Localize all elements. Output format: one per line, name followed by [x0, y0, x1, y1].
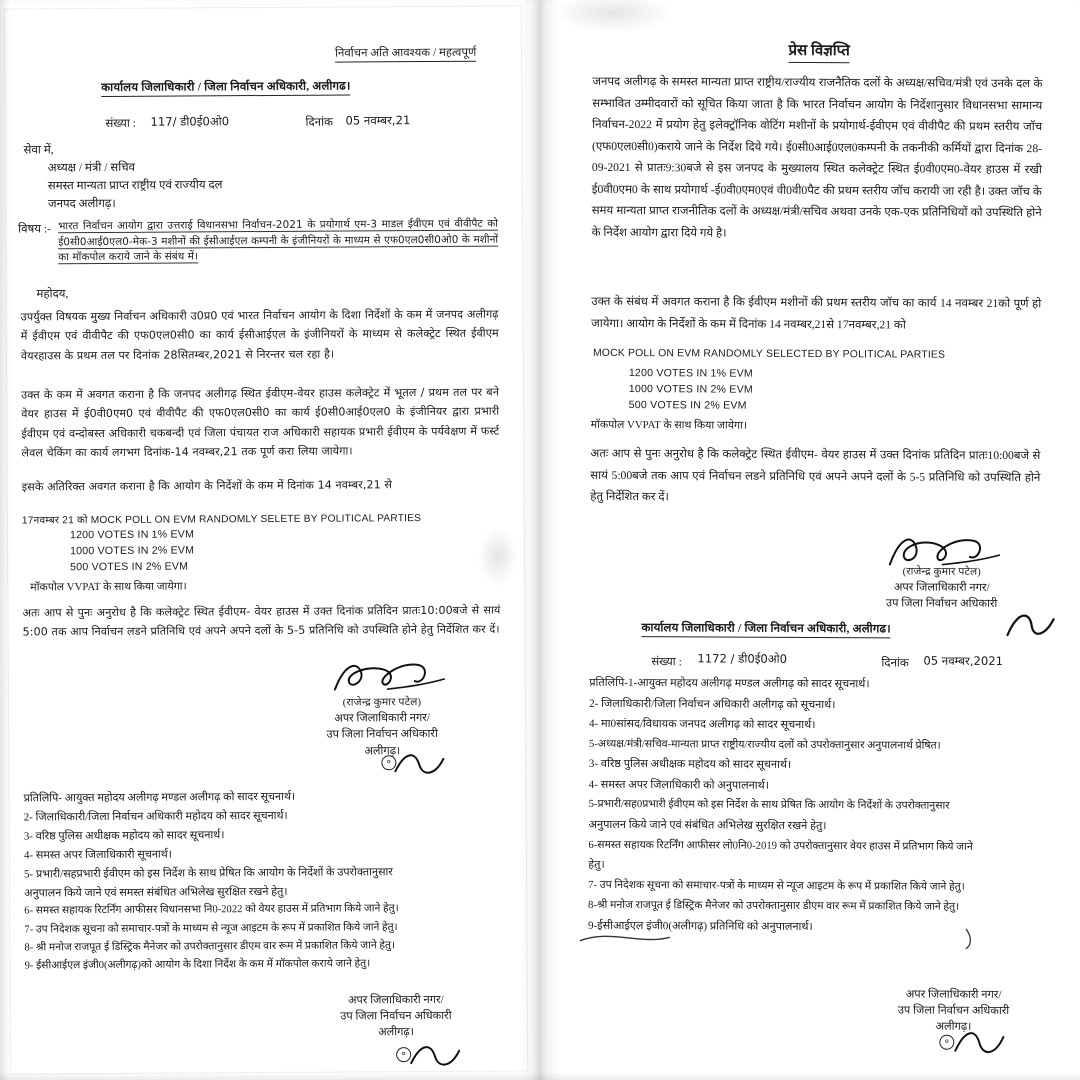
left-top-note: निर्वाचन अति आवश्यक / महत्वपूर्ण [335, 45, 476, 63]
left-addressee-1: अध्यक्ष / मंत्री / सचिव [47, 160, 136, 175]
left-number-value: 117/ डी0ई0ओ0 [150, 114, 230, 129]
left-copy-heading: प्रतिलिपि- आयुक्त महोदय अलीगढ़ मण्डल अलीगढ़ को सादर सूचनार्थ। [23, 790, 296, 805]
left-signature-line-1: अपर जिलाधिकारी नगर/ [334, 712, 430, 725]
right-footer-sign-line-1: अपर जिलाधिकारी नगर/ [905, 988, 1002, 1002]
right-mock-row-3: 500 VOTES IN 2% EVM [628, 399, 747, 412]
scan-smudge-left [478, 526, 518, 586]
right-paragraph-2: उक्त के संबंध में अवगत कराना है कि ईवीएम मशीनों की प्रथम स्तरीय जॉच का कार्य 14 नवम्बर 21को पूर्ण हो जायेगा। आयोग के निर्देशों के कम में दिनांक 14 नवम्बर,21से 17नवम्बर,21 को [591, 294, 1042, 332]
right-copy-item-3: 3- वरिष्ठ पुलिस अधीक्षक महोदय को सादर सूचनार्थ। [588, 758, 792, 772]
left-addressee-2: समस्त मान्यता प्राप्त राष्ट्रीय एवं राज्यीय दल [47, 178, 223, 193]
right-footer-sign-line-2: उप जिला निर्वाचन अधिकारी [897, 1004, 1010, 1018]
left-paragraph-4: अतः आप से पुनः अनुरोध है कि कलेक्ट्रेट स्थित ईवीएम- वेयर हाउस में उक्त दिनांक प्रतिदिन प्रातः10:00बजे से सायं 5:00 तक आप निर्वाचन लडने प्रतिनिधि एवं अपने अपने दलों के 5-5 प्रतिनिधि को उपस्थिति होने हेतु निर्देशित कर दें। [22, 603, 501, 639]
right-footer-seal-dot: ० [939, 1035, 954, 1050]
left-salutation: सेवा में, [23, 143, 54, 157]
right-footer-initial-scrawl [951, 1025, 1021, 1057]
left-subject-label: विषय :- [18, 222, 51, 236]
left-copy-list [24, 786, 525, 975]
left-footer-sign-line-3: अलीगढ़। [378, 1026, 414, 1039]
right-mock-row-2: 1000 VOTES IN 2% EVM [628, 383, 753, 396]
right-copy-item-9: 9-ईसीआईएल इंजी0(अलीगढ़) प्रतिनिधि को अनुपालनार्थ। [587, 919, 813, 933]
right-footer-sign-line-3: अलीगढ़। [935, 1021, 972, 1034]
left-paragraph-3: इसके अतिरिक्त अवगत कराना है कि आयोग के निर्देशों के कम में दिनांक 14 नवम्बर,21 से [21, 478, 393, 494]
left-footer-initial-scrawl [407, 1039, 477, 1069]
left-copy-item-9: 9- ईसीआईएल इंजी0(अलीगढ़)को आयोग के दिशा निर्देश के कम में मॉकपोल कराये जाने हेतु। [24, 958, 371, 972]
left-copy-item-5: 5- प्रभारी/सहप्रभारी ईवीएम को इस निर्देश के साथ प्रेषित कि आयोग के निर्देशों के उपरोक्तानुसार [23, 865, 393, 881]
right-office-title: कार्यालय जिलाधिकारी / जिला निर्वाचन अधिकारी, अलीगढ। [641, 621, 890, 639]
right-number-label: संख्या : [651, 655, 682, 669]
left-mock-row-1: 1200 VOTES IN 1% EVM [69, 528, 195, 542]
right-copy-item-7: 7- उप निदेशक सूचना को समाचार-पत्रों के माध्यम से न्यूज आइटम के रूप में प्रकाशित किये जाने हेतु। [588, 878, 965, 893]
right-signature-name: (राजेन्द्र कुमार पटेल) [902, 566, 982, 578]
right-copy-item-5: 5-अध्यक्ष/मंत्री/सचिव-मान्यता प्राप्त राष्ट्रीय/राज्यीय दलों को उपरोक्तानुसार अनुपालनार्थ प्रेषित। [588, 737, 941, 752]
left-copy-item-8: 8- श्री मनोज राजपूत ई डिस्ट्रिक मैनेजर को उपरोक्तानुसार डीएम वार रूम में प्रकाशित किये जाने हेतु। [24, 940, 396, 954]
left-signature-line-3: अलीगढ़। [364, 744, 401, 758]
left-signature-name: (राजेन्द्र कुमार पटेल) [342, 697, 422, 709]
right-signature-line-1: अपर जिलाधिकारी नगर/ [893, 581, 990, 595]
left-seal-dot: ० [381, 755, 396, 770]
left-date-label: दिनांक [305, 115, 334, 129]
right-paragraph-3: अतः आप से पुनः अनुरोध है कि कलेक्ट्रेट स्थित ईवीएम- वेयर हाउस में उक्त दिनांक प्रतिदिन प्रातः10:00बजे से सायं 5:00बजे तक आप एवं निर्वाचन लडने प्रतिनिधि एवं अपने अपने दलों के 5-5 प्रतिनिधि को उपस्थिति होने हेतु निर्देशित कर दें। [590, 446, 1041, 504]
right-copy-list [588, 673, 1059, 939]
left-copy-item-6: 6- समस्त सहायक रिटर्निंग आफीसर विधानसभा नि0-2022 को वेयर हाउस में प्रतिभाग किये जाने हेतु। [24, 903, 399, 917]
left-edge-shadow [0, 0, 10, 1080]
right-copy-item-1: प्रतिलिपि-1-आयुक्त महोदय अलीगढ़ मण्डल अलीगढ़ को सादर सूचनार्थ। [589, 676, 870, 691]
right-date-value: 05 नवम्बर,2021 [923, 653, 1004, 669]
right-copy-item-6b: हेतु। [588, 859, 605, 872]
left-mock-heading: 17नवम्बर 21 को MOCK POLL ON EVM RANDOMLY SELETE BY POLITICAL PARTIES [21, 513, 422, 527]
left-copy-item-5b: अनुपालन किये जाने एवं समस्त संबंधित अभिलेख सुरक्षित रखने हेतु। [24, 885, 288, 900]
left-paragraph-1: उपर्युक्त विषयक मुख्य निर्वाचन अधिकारी उ0प्र0 एवं भारत निर्वाचन आयोग के दिशा निर्देशों के कम में जनपद अलीगढ़ में ईवीएम एवं वीवीपैट की एफ0एल0सी0 का कार्य ईसीआईएल के इंजीनियरों के माध्यम से कलेक्ट्रेट स्थित ईवीएम वेयरहाउस के प्रथम तल पर दिनांक 28सितम्बर,2021 से निरन्तर चल रहा है। [20, 307, 499, 363]
right-paragraph-1: जनपद अलीगढ़ के समस्त मान्यता प्राप्त राष्ट्रीय/राज्यीय राजनैतिक दलों के अध्यक्ष/सचिव/मंत्री एवं उनके दल के सम्भावित उम्मीदवारों को सूचित किया जाता है कि भारत निर्वाचन आयोग के निर्देशानुसार विधानसभा सामान्य निर्वाचन-2022 में प्रयोग हेतु इलेक्ट्रॉनिक वोटिंग मशीनों के प्रयोगार्थ-ईवीएम एवं वीवीपैट की प्रथम स्तरीय जॉच (एफ0एल0सी0)कराये जाने के निर्देश दिये गये। ई0सी0आई0एल0कम्पनी के तकनीकी कर्मियों द्वारा दिनांक 28-09-2021 से प्रातः9:30बजे से इस जनपद के मुख्यालय स्थित कलेक्ट्रेट स्थित ई0वी0एम0-वेयर हाउस में रखी ई0वी0एम0 के साथ प्रयोगार्थ -ई0वी0एम0एवं वी0वी0पैट की प्रथम स्तरीय जॉच करायी जा रही है। उक्त जॉच के समय मान्यता प्राप्त राजनीतिक दलों के अध्यक्ष/मंत्री/सचिव अथवा उनके एक-एक प्रतिनिधियों को उपस्थिति होने के निर्देश आयोग द्वारा दिये गये है। [591, 74, 1043, 240]
right-copy-item-2: 2- जिलाधिकारी/जिला निर्वाचन अधिकारी अलीगढ़ को सूचनार्थ। [589, 697, 836, 711]
left-greeting: महोदय, [36, 287, 69, 301]
left-signature-line-2: उप जिला निर्वाचन अधिकारी [326, 728, 438, 742]
right-office-initial-scrawl [1001, 605, 1061, 645]
left-copy-item-2: 2- जिलाधिकारी/जिला निर्वाचन अधिकारी महोदय को सादर सूचनार्थ। [23, 809, 288, 824]
left-copy-item-4: 4- समस्त अपर जिलाधिकारी सूचनार्थ। [23, 848, 172, 862]
right-copy-item-5b: 5-प्रभारी/सह0प्रभारी ईवीएम को इस निर्देश के साथ प्रेषित कि आयोग के निर्देशों के उपरोक्तानुसार [588, 798, 950, 813]
left-copy-item-7: 7- उप निदेशक सूचना को समाचार-पत्रों के माध्यम से न्यूज आइटम के रूप में प्रकाशित किये जाने हेतु। [24, 921, 398, 936]
left-mock-row-3: 500 VOTES IN 2% EVM [70, 560, 189, 574]
right-number-value: 1172 / डी0ई0ओ0 [697, 651, 788, 666]
left-signature-scrawl [327, 655, 457, 700]
left-footer-seal-dot: ० [396, 1047, 411, 1062]
right-mock-heading: MOCK POLL ON EVM RANDOMLY SELECTED BY POLITICAL PARTIES [592, 347, 946, 361]
left-mock-footnote: मॉकपोल VVPAT के साथ किया जायेगा। [30, 580, 187, 594]
left-footer-sign-line-1: अपर जिलाधिकारी नगर/ [347, 993, 444, 1007]
left-initial-scrawl [391, 747, 461, 777]
left-office-title: कार्यालय जिलाधिकारी / जिला निर्वाचन अधिकारी, अलीगढ। [101, 79, 350, 97]
right-mock-row-1: 1200 VOTES IN 1% EVM [628, 367, 754, 380]
left-footer-signature-block [311, 992, 481, 1042]
right-mock-footnote: मॉकपोल VVPAT के साथ किया जायेगा। [590, 418, 747, 432]
right-copy-item-6: 6-समस्त सहायक रिटर्निंग आफीसर लो0नि0-2019 को उपरोक्तानुसार वेयर हाउस में प्रतिभाग किये जाने [588, 838, 973, 853]
right-date-label: दिनांक [881, 656, 909, 670]
left-date-value: 05 नवम्बर,21 [345, 113, 411, 128]
left-number-label: संख्या : [105, 116, 136, 130]
left-subject-text: भारत निर्वाचन आयोग द्वारा उत्तराई विधानसभा निर्वाचन-2021 के प्रयोगार्थ एम-3 माडल ईवीएम एवं वीवीपैट को ई0सी0आई0एल0-मेक-3 मशीनों की ईसीआईएल कम्पनी के इंजीनियरों के माध्यम से एफ0एल0सी0ओ0 के मशीनों का मॉकपोल कराये जाने के संबंध में। [58, 217, 499, 264]
right-copy-item-4b: 4- समस्त अपर जिलाधिकारी को अनुपालनार्थ। [588, 778, 769, 792]
right-paper-sheet [547, 0, 1073, 1080]
right-signature-line-2: उप जिला निर्वाचन अधिकारी [885, 597, 998, 611]
bottom-edge-shadow [0, 1072, 1080, 1080]
left-paper-sheet [5, 6, 527, 1073]
left-paragraph-2: उक्त के कम में अवगत कराना है कि जनपद अलीगढ़ स्थित ईवीएम-वेयर हाउस कलेक्ट्रेट में भूतल / प्रथम तल पर बने वेयर हाउस में ई0वी0एम0 एवं वीवीपैट की एफ0एल0सी0 का कार्य ई0सी0आई0एल0 के इंजीनियर द्वारा प्रभारी ईवीएम एवं वन्दोबस्त अधिकारी चकबन्दी एवं जिला पंचायत राज अधिकारी सहायक प्रभारी ईवीएम के पर्यवेक्षण में फर्स्ट लेवल चेकिंग का कार्य लगभग दिनांक-14 नवम्बर,21 तक पूर्ण करा लिया जायेगा। [21, 385, 500, 460]
left-addressee-3: जनपद अलीगढ़। [47, 196, 116, 211]
right-document-scan [540, 0, 1080, 1080]
left-copy-item-3: 3- वरिष्ठ पुलिस अधीक्षक महोदय को सादर सूचनार्थ। [23, 829, 225, 843]
left-mock-row-2: 1000 VOTES IN 2% EVM [70, 544, 195, 558]
right-copy-item-4: 4- मा0सांसद/विधायक जनपद अलीगढ़ को सादर सूचनार्थ। [588, 717, 816, 732]
right-copy-item-5c: अनुपालन किये जाने एवं संबंधित अभिलेख सुरक्षित रखने हेतु। [588, 819, 827, 833]
right-press-title: प्रेस विज्ञप्ति [788, 42, 849, 63]
right-annotation-strike [580, 923, 1050, 951]
right-copy-item-8: 8-श्री मनोज राजपूत ई डिस्ट्रिक मैनेजर को उपरोक्तानुसार डीएम वार रूम में प्रकाशित किये जाने हेतु। [588, 898, 960, 913]
scan-smudge-right [553, 0, 673, 33]
left-footer-sign-line-2: उप जिला निर्वाचन अधिकारी [340, 1010, 452, 1023]
